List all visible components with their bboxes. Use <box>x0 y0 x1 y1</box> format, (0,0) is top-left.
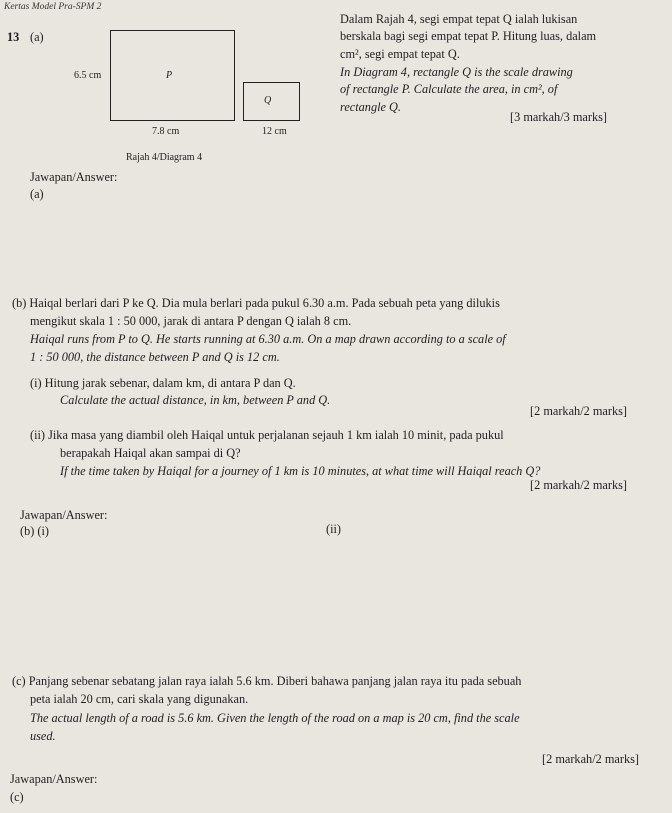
answer-part-a: (a) <box>30 187 44 201</box>
part-b-english-line-1: Haiqal runs from P to Q. He starts running at 6.30 a.m. On a map drawn according to a scale of <box>30 332 506 346</box>
paper-header: Kertas Model Pra-SPM 2 <box>4 2 102 12</box>
part-b-ii-malay-line-1: (ii) Jika masa yang diambil oleh Haiqal untuk perjalanan sejauh 1 km ialah 10 minit, pada pukul <box>30 428 504 442</box>
part-c-english-line-2: used. <box>30 729 56 743</box>
part-a-malay-line-2: berskala bagi segi empat tepat P. Hitung luas, dalam <box>340 29 597 43</box>
part-a-marks: [3 markah/3 marks] <box>510 110 607 124</box>
part-c-malay-line-1: (c) Panjang sebenar sebatang jalan raya ialah 5.6 km. Diberi bahawa panjang jalan raya itu pada sebuah <box>12 674 522 688</box>
rectangle-p-label: P <box>166 70 173 81</box>
part-a-english-line-3: rectangle Q. <box>340 100 402 114</box>
answer-part-b-ii: (ii) <box>326 522 342 536</box>
answer-part-c: (c) <box>10 790 24 804</box>
rectangle-p <box>110 30 235 121</box>
part-b-i-malay: (i) Hitung jarak sebenar, dalam km, di antara P dan Q. <box>30 376 296 390</box>
answer-label-c: Jawapan/Answer: <box>10 772 98 786</box>
part-a-english-line-1: In Diagram 4, rectangle Q is the scale drawing <box>340 65 573 79</box>
part-a-malay-line-1: Dalam Rajah 4, segi empat tepat Q ialah lukisan <box>340 12 578 26</box>
answer-label-b: Jawapan/Answer: <box>20 508 108 522</box>
question-number: 13 <box>7 30 20 44</box>
rectangle-q <box>243 82 300 121</box>
part-b-malay-line-2: mengikut skala 1 : 50 000, jarak di antara P dengan Q ialah 8 cm. <box>30 314 352 328</box>
part-b-ii-marks: [2 markah/2 marks] <box>530 478 627 492</box>
rectangle-p-height-label: 6.5 cm <box>74 70 102 81</box>
rectangle-q-width-label: 12 cm <box>262 126 287 137</box>
part-b-i-english: Calculate the actual distance, in km, between P and Q. <box>60 393 331 407</box>
part-c-english-line-1: The actual length of a road is 5.6 km. Given the length of the road on a map is 20 cm, find the scale <box>30 711 520 725</box>
answer-part-b-i: (b) (i) <box>20 524 50 538</box>
rectangle-p-width-label: 7.8 cm <box>152 126 180 137</box>
part-a-malay-line-3: cm², segi empat tepat Q. <box>340 47 460 61</box>
part-a-label: (a) <box>30 30 44 44</box>
part-b-ii-malay-line-2: berapakah Haiqal akan sampai di Q? <box>60 446 241 460</box>
part-b-ii-english: If the time taken by Haiqal for a journey of 1 km is 10 minutes, at what time will Haiqal reach Q? <box>60 464 541 478</box>
part-c-marks: [2 markah/2 marks] <box>542 752 639 766</box>
answer-label-a: Jawapan/Answer: <box>30 170 118 184</box>
diagram-caption: Rajah 4/Diagram 4 <box>126 152 203 163</box>
part-b-i-marks: [2 markah/2 marks] <box>530 404 627 418</box>
part-c-malay-line-2: peta ialah 20 cm, cari skala yang digunakan. <box>30 692 249 706</box>
part-b-english-line-2: 1 : 50 000, the distance between P and Q is 12 cm. <box>30 350 280 364</box>
part-b-malay-line-1: (b) Haiqal berlari dari P ke Q. Dia mula berlari pada pukul 6.30 a.m. Pada sebuah peta yang dilukis <box>12 296 500 310</box>
rectangle-q-label: Q <box>264 95 272 106</box>
part-a-english-line-2: of rectangle P. Calculate the area, in cm², of <box>340 82 558 96</box>
